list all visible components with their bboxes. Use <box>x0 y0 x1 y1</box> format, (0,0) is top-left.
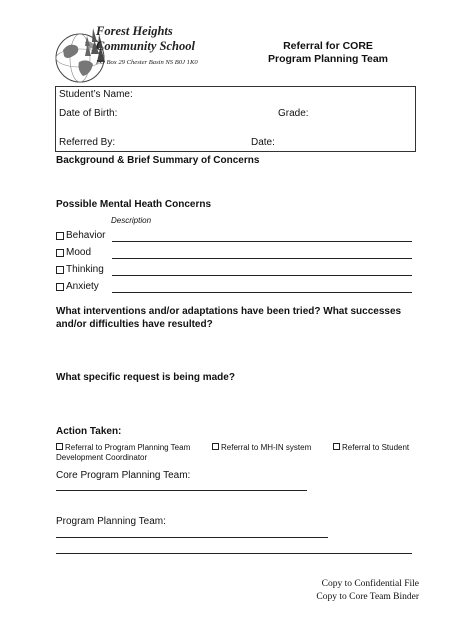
school-name-line1: Forest Heights <box>96 24 173 38</box>
school-address: PO Box 29 Chester Basin NS B0J 1K0 <box>96 59 198 66</box>
school-name-line2: Community School <box>96 39 195 53</box>
mood-description-line[interactable] <box>112 258 412 259</box>
date-label: Date: <box>251 137 275 148</box>
program-planning-label-line1: Referral to Program Planning Team <box>65 443 191 452</box>
program-planning-checkbox[interactable] <box>56 443 63 450</box>
student-name-label: Student’s Name: <box>59 89 133 100</box>
student-checkbox[interactable] <box>333 443 340 450</box>
background-heading: Background & Brief Summary of Concerns <box>56 155 260 166</box>
behavior-label: Behavior <box>66 230 106 241</box>
footer-copy-confidential: Copy to Confidential File <box>321 579 419 589</box>
mh-in-checkbox[interactable] <box>212 443 219 450</box>
program-planning-label-line2: Development Coordinator <box>56 453 148 462</box>
action-taken-heading: Action Taken: <box>56 426 122 437</box>
anxiety-label: Anxiety <box>66 281 99 292</box>
planning-team-line-1[interactable] <box>56 537 328 538</box>
student-referral-label: Referral to Student <box>342 443 410 452</box>
anxiety-checkbox[interactable] <box>56 283 64 291</box>
thinking-checkbox[interactable] <box>56 266 64 274</box>
mental-health-heading: Possible Mental Heath Concerns <box>56 199 212 210</box>
description-label: Description <box>111 216 152 225</box>
mood-label: Mood <box>66 247 92 258</box>
concern-row-behavior <box>56 230 414 244</box>
action-option-mh-in[interactable] <box>212 443 311 453</box>
behavior-checkbox[interactable] <box>56 232 64 240</box>
concern-row-mood <box>56 247 414 261</box>
referred-by-label: Referred By: <box>59 137 116 148</box>
document-title-line2: Program Planning Team <box>268 53 388 65</box>
document-title <box>248 40 408 66</box>
mh-in-label: Referral to MH-IN system <box>221 443 312 452</box>
concern-row-thinking <box>56 264 414 278</box>
footer-copy-binder: Copy to Core Team Binder <box>316 592 419 602</box>
core-team-label: Core Program Planning Team: <box>56 470 191 481</box>
concern-row-anxiety <box>56 281 414 295</box>
thinking-description-line[interactable] <box>112 275 412 276</box>
action-option-program-planning[interactable] <box>56 443 190 463</box>
behavior-description-line[interactable] <box>112 241 412 242</box>
core-team-line[interactable] <box>56 490 307 491</box>
document-title-line1: Referral for CORE <box>283 40 373 52</box>
action-option-student[interactable] <box>333 443 409 453</box>
anxiety-description-line[interactable] <box>112 292 412 293</box>
school-name <box>96 24 195 54</box>
grade-label: Grade: <box>278 108 309 119</box>
request-heading: What specific request is being made? <box>56 372 235 383</box>
mood-checkbox[interactable] <box>56 249 64 257</box>
thinking-label: Thinking <box>66 264 104 275</box>
planning-team-line-2[interactable] <box>56 553 412 554</box>
interventions-heading: What interventions and/or adaptations have been tried? What successes and/or difficulties have resulted? <box>56 306 402 330</box>
date-of-birth-label: Date of Birth: <box>59 108 118 119</box>
planning-team-label: Program Planning Team: <box>56 516 166 527</box>
